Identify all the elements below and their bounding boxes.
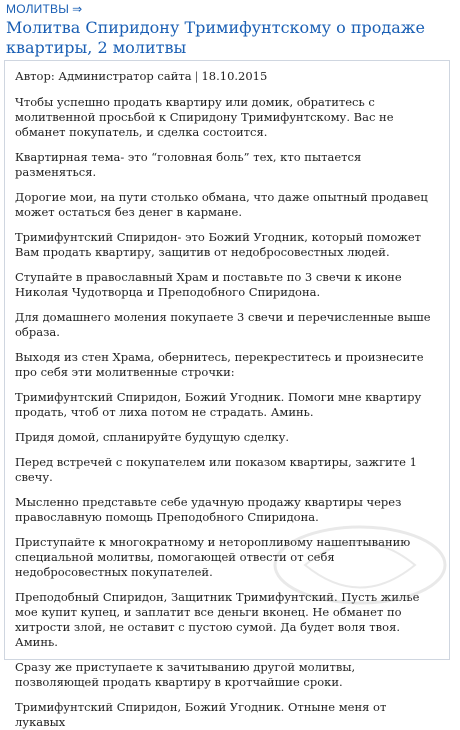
page-title: Молитва Спиридону Тримифунтскому о продаже квартиры, 2 молитвы	[6, 18, 425, 57]
paragraph: Квартирная тема- это “головная боль” тех, кто пытается разменяться.	[15, 150, 362, 179]
article-meta	[15, 69, 439, 84]
article-date: 18.10.2015	[201, 69, 268, 83]
paragraph: Мысленно представьте себе удачную продажу квартиры через православную помощь Преподобного Спиридона.	[15, 495, 402, 524]
prayer-text: Тримифунтский Спиридон, Божий Угодник. Отныне меня от лукавых	[15, 700, 387, 729]
meta-separator: |	[194, 69, 199, 83]
paragraph: Чтобы успешно продать квартиру или домик, обратитесь с молитвенной просьбой к Спиридону Тримифунтскому. Вас не обманет покупатель, и сделка состоится.	[15, 95, 394, 139]
paragraph: Ступайте в православный Храм и поставьте по 3 свечи к иконе Николая Чудотворца и Преподобного Спиридона.	[15, 270, 402, 299]
breadcrumb-arrow-icon: ⇒	[72, 2, 83, 16]
paragraph: Для домашнего моления покупаете 3 свечи и перечисленные выше образа.	[15, 310, 431, 339]
paragraph: Тримифунтский Спиридон- это Божий Угодник, который поможет Вам продать квартиру, защитив от недобросовестных людей.	[15, 230, 422, 259]
article-author: Автор: Администратор сайта	[15, 69, 192, 83]
paragraph: Дорогие мои, на пути столько обмана, что даже опытный продавец может остаться без денег в кармане.	[15, 190, 428, 219]
breadcrumb-link-prayers[interactable]: МОЛИТВЫ	[6, 2, 70, 16]
paragraph: Перед встречей с покупателем или показом квартиры, зажгите 1 свечу.	[15, 455, 417, 484]
page-header	[0, 0, 460, 58]
paragraph: Сразу же приступаете к зачитыванию другой молитвы, позволяющей продать квартиру в кротчайшие сроки.	[15, 660, 356, 689]
prayer-text: Преподобный Спиридон, Защитник Тримифунтский. Пусть жилье мое купит купец, и заплатит все деньги вконец. Не обманет по хитрости злой, не оставит с пустою сумой. Да будет воля твоя. Аминь.	[15, 590, 420, 649]
paragraph: Придя домой, спланируйте будущую сделку.	[15, 430, 290, 444]
paragraph: Приступайте к многократному и неторопливому нашептыванию специальной молитвы, помогающей отвести от себя недобросовестных покупателей.	[15, 535, 411, 579]
paragraph: Выходя из стен Храма, обернитесь, перекреститесь и произнесите про себя эти молитвенные строчки:	[15, 350, 424, 379]
breadcrumb	[6, 2, 454, 16]
prayer-text: Тримифунтский Спиридон, Божий Угодник. Помоги мне квартиру продать, чтоб от лиха потом не страдать. Аминь.	[15, 390, 422, 419]
article-body	[4, 60, 450, 729]
